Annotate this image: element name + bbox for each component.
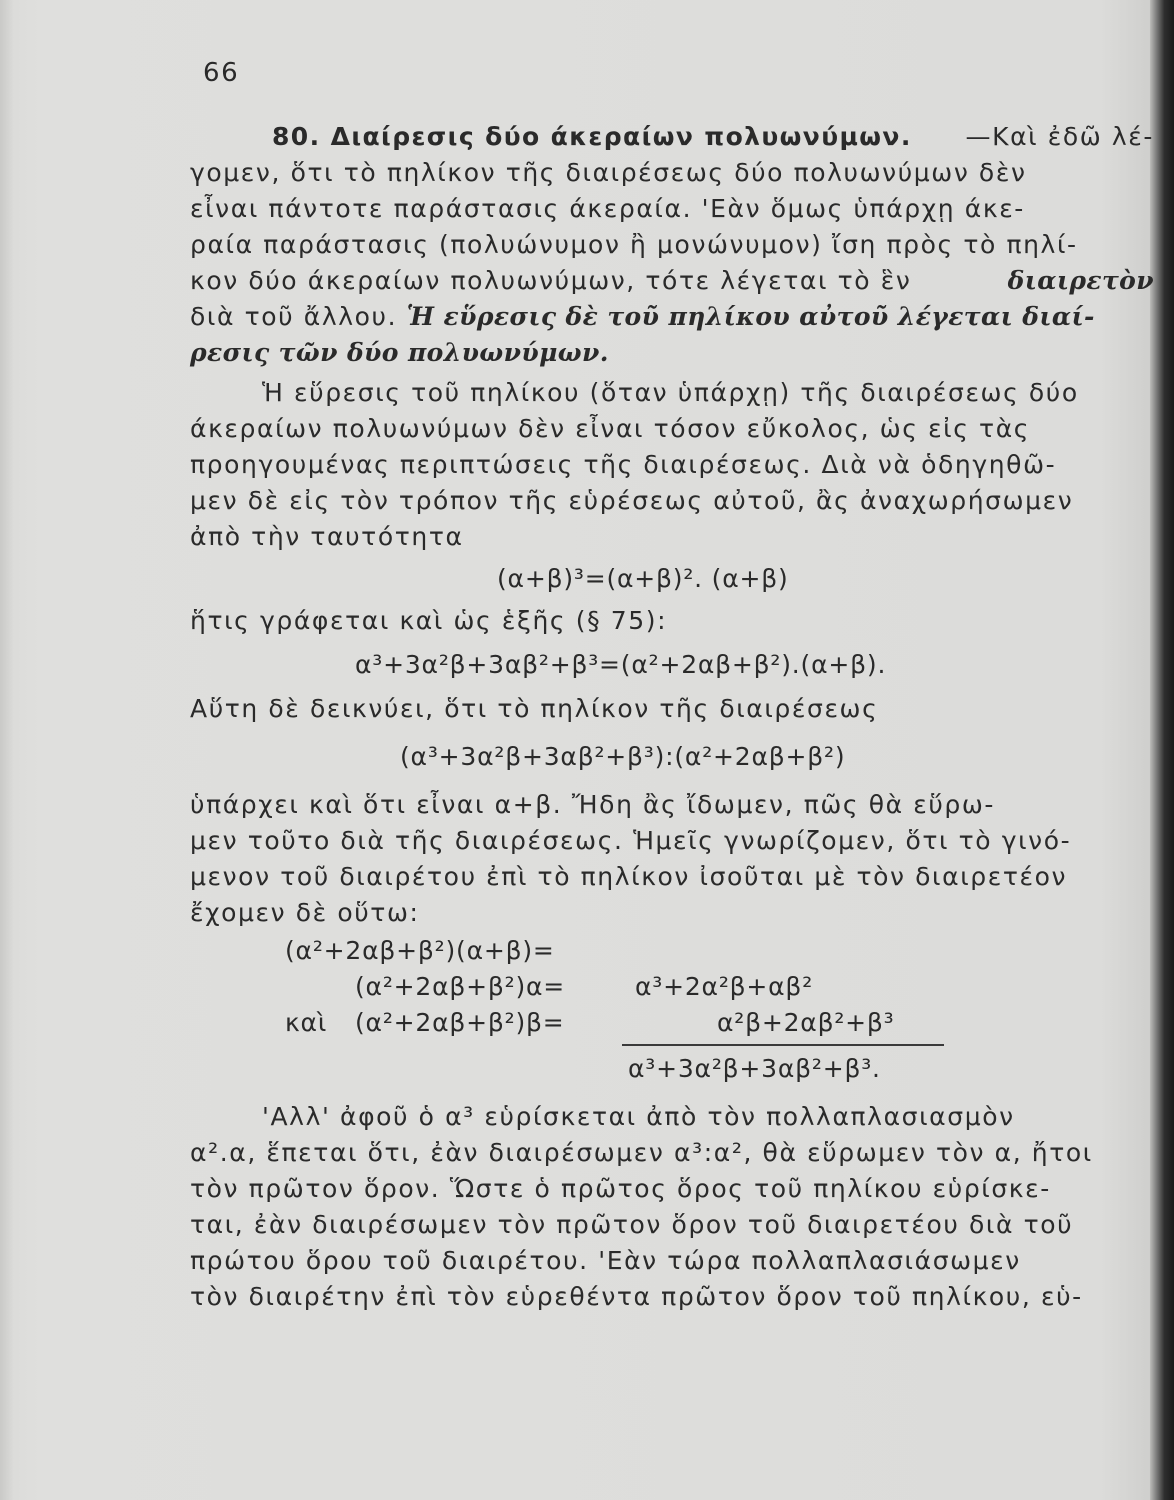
derivation-row-3-left: (α²+2αβ+β²)β=: [355, 1008, 565, 1037]
italic-definition: Ἡ εὕρεσις δὲ τοῦ πηλίκου αὐτοῦ λέγεται διαί-: [406, 302, 1095, 331]
text-line: ὑπάρχει καὶ ὅτι εἶναι α+β. Ἤδη ἂς ἴδωμεν, πῶς θὰ εὕρω-: [190, 790, 996, 819]
page-number: 66: [203, 58, 240, 88]
derivation-row-1: (α²+2αβ+β²)(α+β)=: [285, 936, 555, 965]
text-line: μενον τοῦ διαιρέτου ἐπὶ τὸ πηλίκον ἰσοῦται μὲ τὸν διαιρετέον: [190, 862, 1068, 891]
sum-rule: [622, 1044, 944, 1046]
text-line: [190, 302, 1154, 331]
text-line: [190, 338, 1154, 367]
text-line: [190, 266, 1154, 295]
equation-expanded: α³+3α²β+3αβ²+β³=(α²+2αβ+β²).(α+β).: [355, 650, 887, 679]
text-line: ἔχομεν δὲ οὕτω:: [190, 898, 420, 927]
equation-identity: (α+β)³=(α+β)². (α+β): [497, 564, 789, 593]
text-segment: διὰ τοῦ ἄλλου.: [190, 302, 398, 331]
text-line: γομεν, ὅτι τὸ πηλίκον τῆς διαιρέσεως δύο πολυωνύμων δὲν: [190, 158, 1027, 187]
text-line: τὸν πρῶτον ὅρον. Ὥστε ὁ πρῶτος ὅρος τοῦ πηλίκου εὑρίσκε-: [190, 1174, 1051, 1203]
text-line: τὸν διαιρέτην ἐπὶ τὸν εὑρεθέντα πρῶτον ὅρον τοῦ πηλίκου, εὑ-: [190, 1282, 1083, 1311]
text-line: άκεραίων πολυωνύμων δὲν εἶναι τόσον εὔκολος, ὡς εἰς τὰς: [190, 414, 1031, 443]
italic-term: διαιρετὸν: [1007, 266, 1154, 295]
text-line: 'Αλλ' ἀφοῦ ὁ α³ εὑρίσκεται ἀπὸ τὸν πολλαπλασιασμὸν: [262, 1102, 1015, 1131]
derivation-sum: α³+3α²β+3αβ²+β³.: [628, 1054, 881, 1083]
derivation-row-2-right: α³+2α²β+αβ²: [635, 972, 814, 1001]
text-line: μεν τοῦτο διὰ τῆς διαιρέσεως. Ἡμεῖς γνωρίζομεν, ὅτι τὸ γινό-: [190, 826, 1072, 855]
text-line: ἥτις γράφεται καὶ ὡς ἑξῆς (§ 75):: [190, 606, 668, 635]
text-line: μεν δὲ εἰς τὸν τρόπον τῆς εὑρέσεως αὐτοῦ, ἂς ἀναχωρήσωμεν: [190, 486, 1074, 515]
derivation-kai: καὶ: [285, 1008, 328, 1037]
section-lead: —Καὶ ἐδῶ λέ-: [965, 122, 1154, 151]
text-line: Ἡ εὕρεσις τοῦ πηλίκου (ὅταν ὑπάρχῃ) τῆς διαιρέσεως δύο: [262, 378, 1079, 407]
text-line: Αὕτη δὲ δεικνύει, ὅτι τὸ πηλίκον τῆς διαιρέσεως: [190, 694, 879, 723]
text-line: πρώτου ὅρου τοῦ διαιρέτου. 'Εὰν τώρα πολλαπλασιάσωμεν: [190, 1246, 1021, 1275]
text-line: εἶναι πάντοτε παράστασις άκεραία. 'Εὰν ὅμως ὑπάρχῃ άκε-: [190, 194, 1025, 223]
equation-division: (α³+3α²β+3αβ²+β³):(α²+2αβ+β²): [400, 742, 846, 771]
text-line: ἀπὸ τὴν ταυτότητα: [190, 522, 464, 551]
derivation-row-2-left: (α²+2αβ+β²)α=: [355, 972, 566, 1001]
text-line: ραία παράστασις (πολυώνυμον ἢ μονώνυμον) ἴση πρὸς τὸ πηλί-: [190, 230, 1078, 259]
section-heading: 80. Διαίρεσις δύο άκεραίων πολυωνύμων.: [272, 122, 912, 151]
text-line: ται, ἐὰν διαιρέσωμεν τὸν πρῶτον ὅρον τοῦ διαιρετέου διὰ τοῦ: [190, 1210, 1074, 1239]
derivation-row-3-right: α²β+2αβ²+β³: [717, 1008, 895, 1037]
italic-definition: ρεσις τῶν δύο πολυωνύμων.: [190, 338, 609, 367]
text-line: α².α, ἕπεται ὅτι, ἐὰν διαιρέσωμεν α³:α², θὰ εὕρωμεν τὸν α, ἤτοι: [190, 1138, 1093, 1167]
text-line: προηγουμένας περιπτώσεις τῆς διαιρέσεως. Διὰ νὰ ὁδηγηθῶ-: [190, 450, 1057, 479]
section-heading-line: [272, 122, 1154, 151]
text-segment: κον δύο άκεραίων πολυωνύμων, τότε λέγεται τὸ ἓν: [190, 266, 912, 295]
book-spine: [1150, 0, 1174, 1500]
